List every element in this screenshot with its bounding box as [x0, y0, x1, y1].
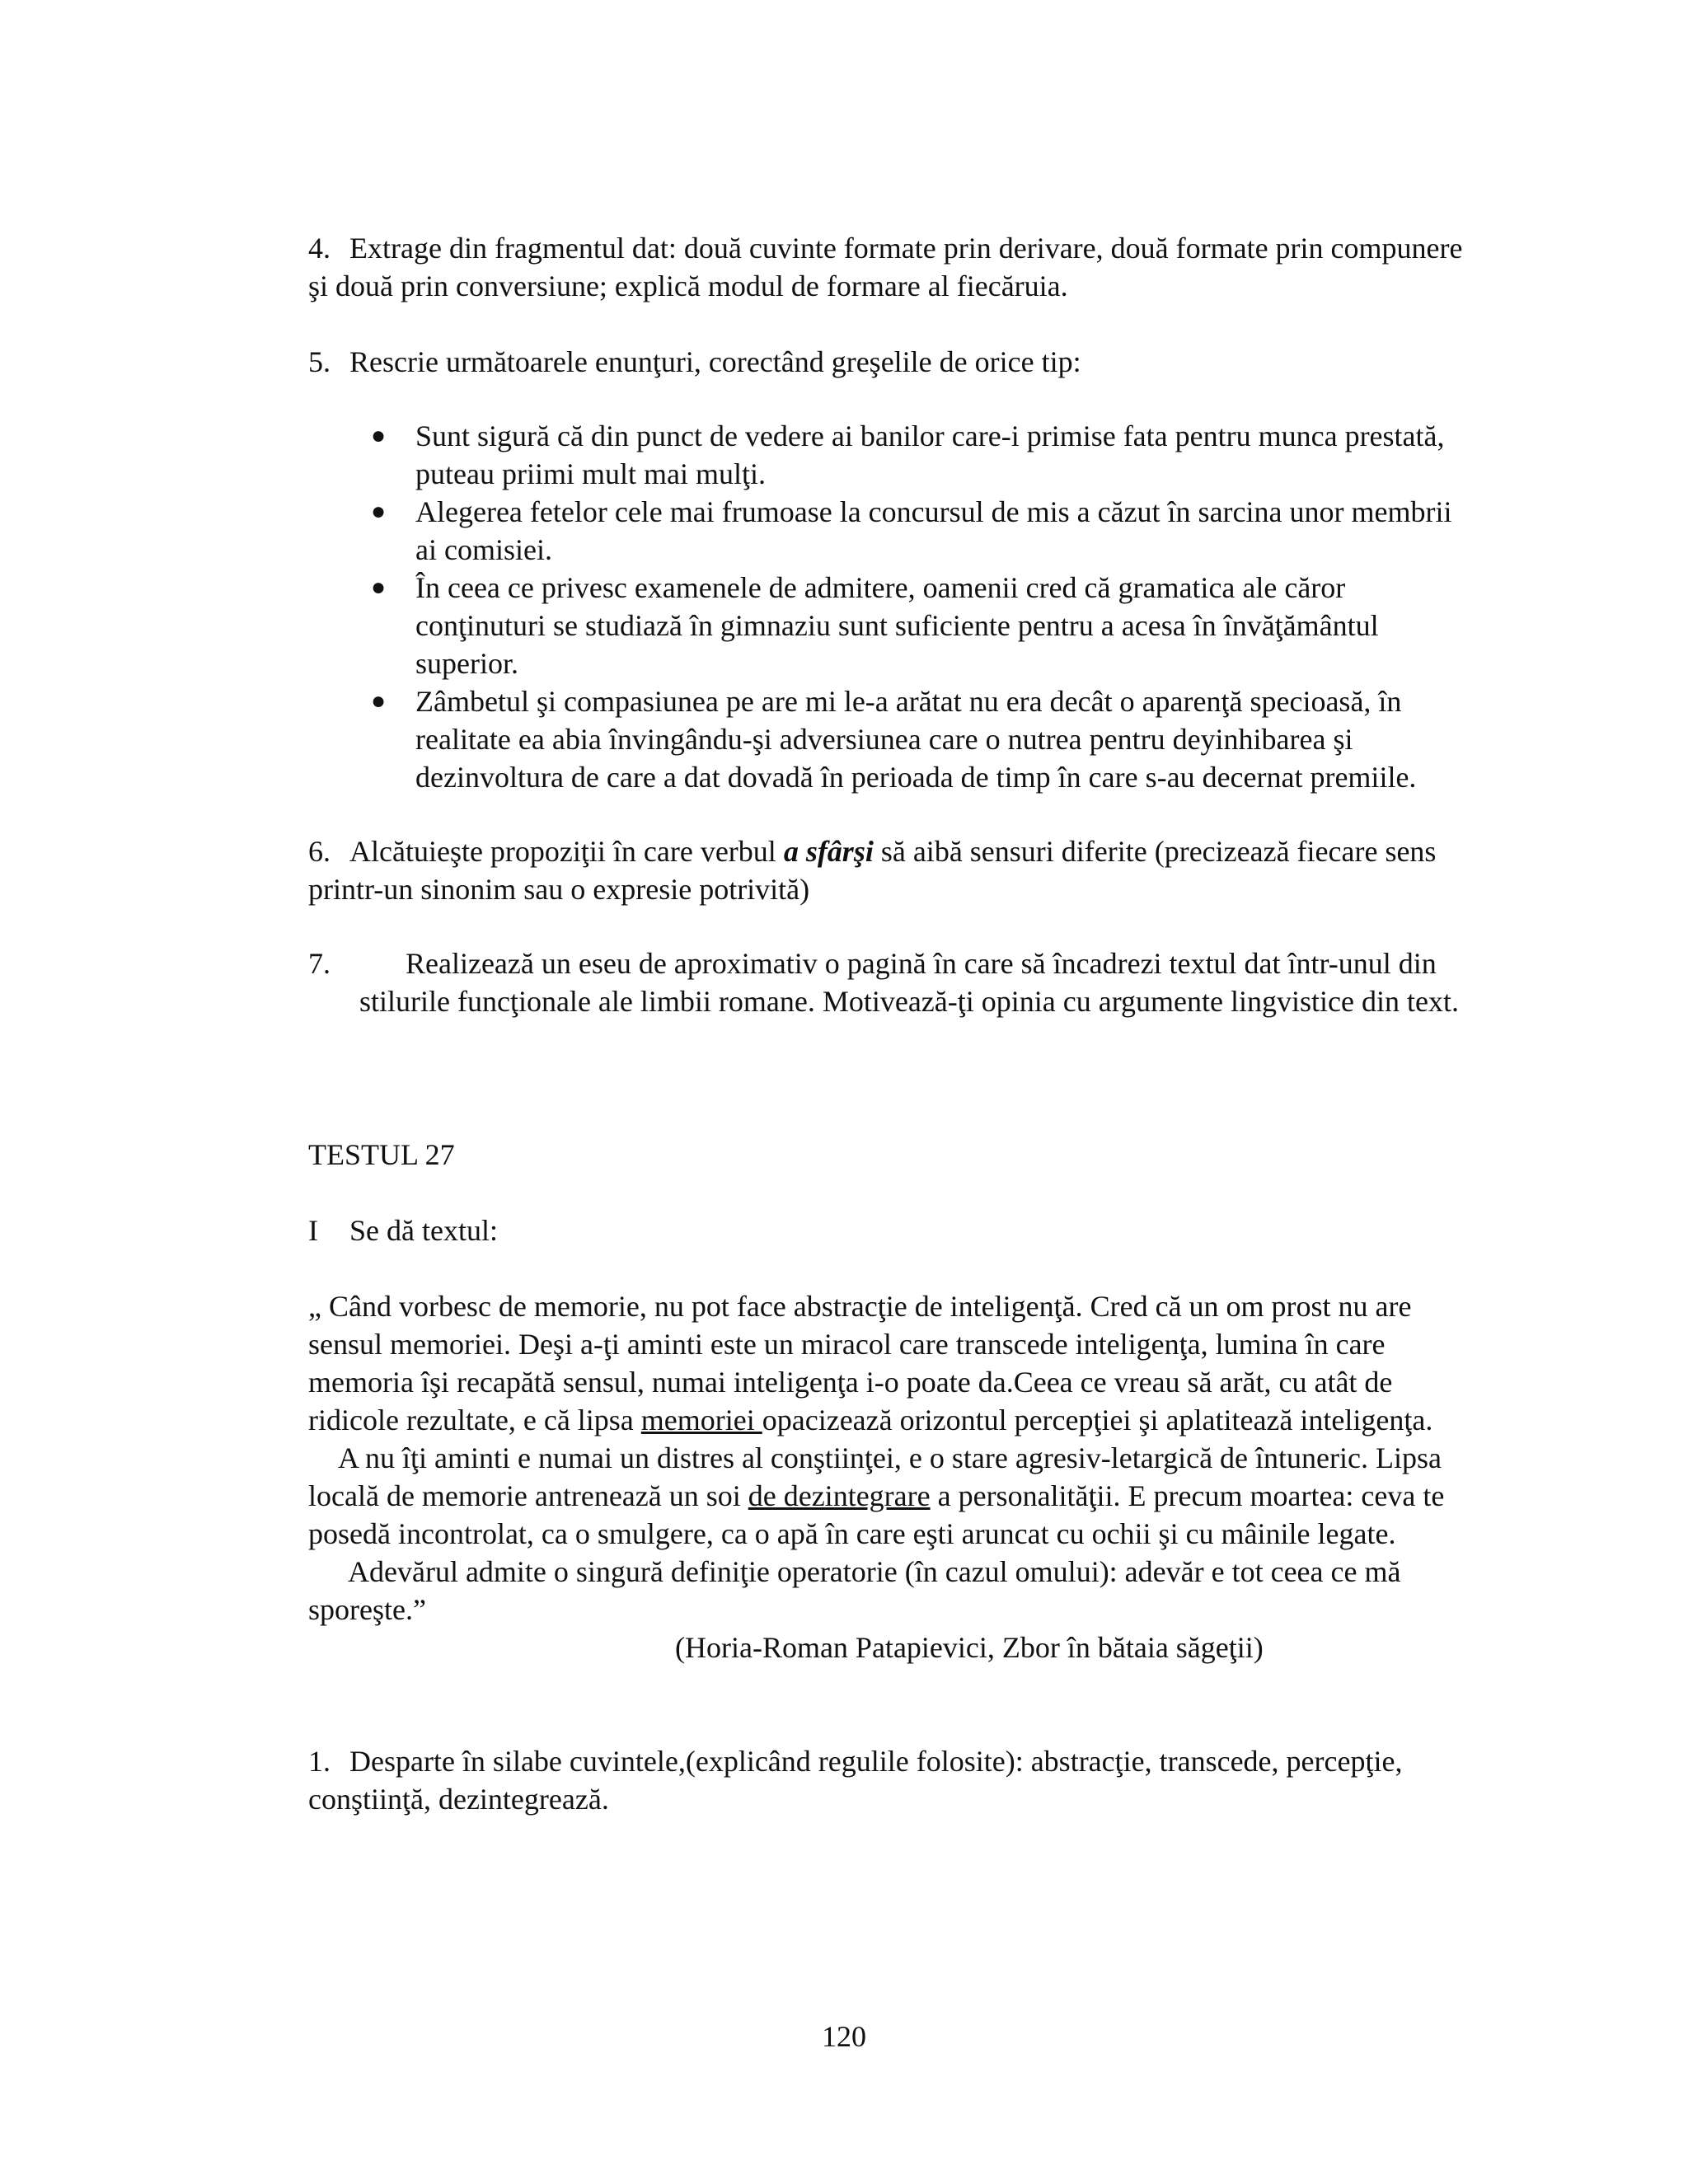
- question-text: Rescrie următoarele enunţuri, corectând greşelile de orice tip:: [349, 345, 1081, 378]
- question-number: 5.: [308, 345, 331, 378]
- quote-paragraph-1: „ Când vorbesc de memorie, nu pot face abstracţie de inteligenţă. Cred că un om prost nu are sensul memoriei. Deşi a-ţi aminti este un miracol care transcede inteligenţa, lumina în care memoria îşi recapătă sensul, numai inteligenţa i-o poate da.Ceea ce vreau să arăt, cu atât de ridicole rezultate, e că lipsa memoriei opacizează orizontul percepţiei şi aplatitează inteligenţa.: [308, 1290, 1433, 1436]
- question-number: 7.: [308, 947, 331, 980]
- bullet-icon: ●: [370, 687, 387, 715]
- section-label: Se dă textul:: [349, 1214, 498, 1247]
- bullet-icon: ●: [370, 498, 387, 525]
- underlined-phrase: de dezintegrare: [748, 1479, 931, 1512]
- sentence-list: [308, 417, 1479, 796]
- question-number: 6.: [308, 835, 331, 868]
- question-7: [308, 944, 1479, 1020]
- section-number: I: [308, 1214, 318, 1247]
- question-number: 1.: [308, 1745, 331, 1778]
- list-item: ● Zâmbetul şi compasiunea pe are mi le-a arătat nu era decât o aparenţă specioasă, în realitate ea abia învingându-şi adversiunea care o nutrea pentru deyinhibarea şi dezinvoltura de care a dat dovadă în perioada de timp în care s-au decernat premiile.: [308, 682, 1479, 796]
- question-number: 4.: [308, 232, 331, 265]
- question-text: Desparte în silabe cuvintele,(explicând regulile folosite): abstracţie, transcede, percepţie, conştiinţă, dezintegrează.: [308, 1745, 1403, 1816]
- question-6: 6. Alcătuieşte propoziţii în care verbul a sfârşi să aibă sensuri diferite (precizează fiecare sens printr-un sinonim sau o expresie potrivită): [308, 832, 1479, 908]
- bullet-icon: ●: [370, 422, 387, 449]
- page-number: 120: [822, 2020, 866, 2053]
- list-item: ● Alegerea fetelor cele mai frumoase la concursul de mis a căzut în sarcina unor membrii ai comisiei.: [308, 493, 1479, 569]
- quote-paragraph-3: Adevărul admite o singură definiţie operatorie (în cazul omului): adevăr e tot ceea ce mă sporeşte.”: [308, 1555, 1401, 1626]
- test-question-1: [308, 1742, 1479, 1818]
- quote-source: (Horia-Roman Patapievici, Zbor în bătaia săgeţii): [675, 1631, 1264, 1664]
- document-page: [308, 229, 1479, 1818]
- list-item: ● În ceea ce privesc examenele de admitere, oamenii cred că gramatica ale căror conţinuturi se studiază în gimnaziu sunt suficiente pentru a acesa în învăţământul superior.: [308, 569, 1479, 682]
- question-5: [308, 343, 1479, 381]
- emphasized-verb: a sfârşi: [783, 835, 874, 868]
- bullet-icon: ●: [370, 574, 387, 601]
- underlined-word: memoriei: [640, 1404, 762, 1436]
- quote-paragraph-2: A nu îţi aminti e numai un distres al conştiinţei, e o stare agresiv-letargică de întuneric. Lipsa locală de memorie antrenează un soi de dezintegrare a personalităţii. E precum moartea: ceva te posedă incontrolat, ca o smulgere, ca o apă în care eşti aruncat cu ochii şi cu mâinile legate.: [308, 1441, 1445, 1550]
- question-4: [308, 229, 1479, 305]
- question-text: Extrage din fragmentul dat: două cuvinte formate prin derivare, două formate prin compunere şi două prin conversiune; explică modul de formare al fiecăruia.: [308, 232, 1463, 302]
- question-text: Realizează un eseu de aproximativ o pagină în care să încadrezi textul dat într-unul din stilurile funcţionale ale limbii romane. Motivează-ţi opinia cu argumente lingvistice din text.: [359, 947, 1459, 1018]
- test-title: TESTUL 27: [308, 1138, 455, 1171]
- section-heading: [308, 1212, 1479, 1249]
- quoted-text: [308, 1287, 1479, 1666]
- list-item: ● Sunt sigură că din punct de vedere ai banilor care-i primise fata pentru munca prestată, puteau priimi mult mai mulţi.: [308, 417, 1479, 493]
